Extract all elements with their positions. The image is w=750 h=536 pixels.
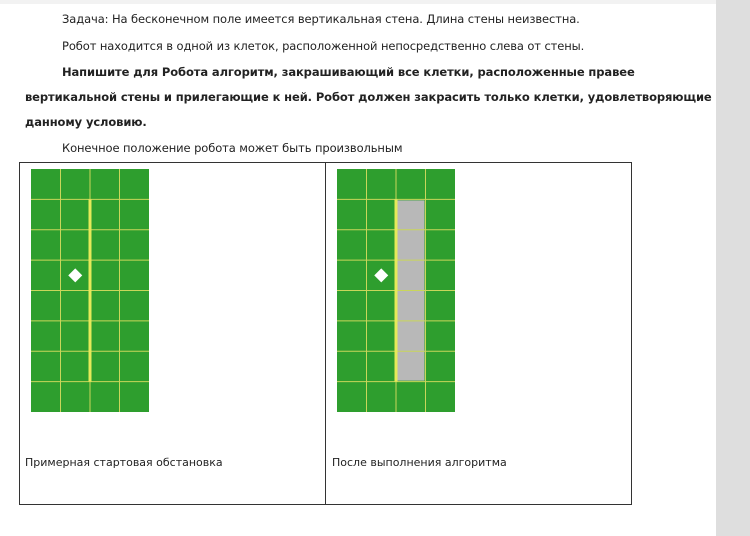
start-caption: Примерная стартовая обстановка [25,456,223,469]
start-field [31,169,149,412]
robot-position-text: Робот находится в одной из клеток, расположенной непосредственно слева от стены. [62,39,585,53]
final-position-text: Конечное положение робота может быть произвольным [62,141,403,155]
start-figure-cell [20,163,326,505]
instruction-line-1: Напишите для Робота алгоритм, закрашивающий все клетки, расположенные правее [62,65,635,79]
start-field-grid [31,169,149,412]
result-caption: После выполнения алгоритма [332,456,507,469]
result-field-grid [337,169,455,412]
task-statement: Задача: На бесконечном поле имеется вертикальная стена. Длина стены неизвестна. [62,12,580,26]
figures-table [19,162,632,505]
instruction-line-2: вертикальной стены и прилегающие к ней. Робот должен закрасить только клетки, удовлетворяющие [25,90,712,104]
page-margin [716,0,750,536]
result-figure-cell [326,163,632,505]
top-strip [0,0,716,4]
instruction-line-3: данному условию. [25,115,147,129]
result-field [337,169,455,412]
